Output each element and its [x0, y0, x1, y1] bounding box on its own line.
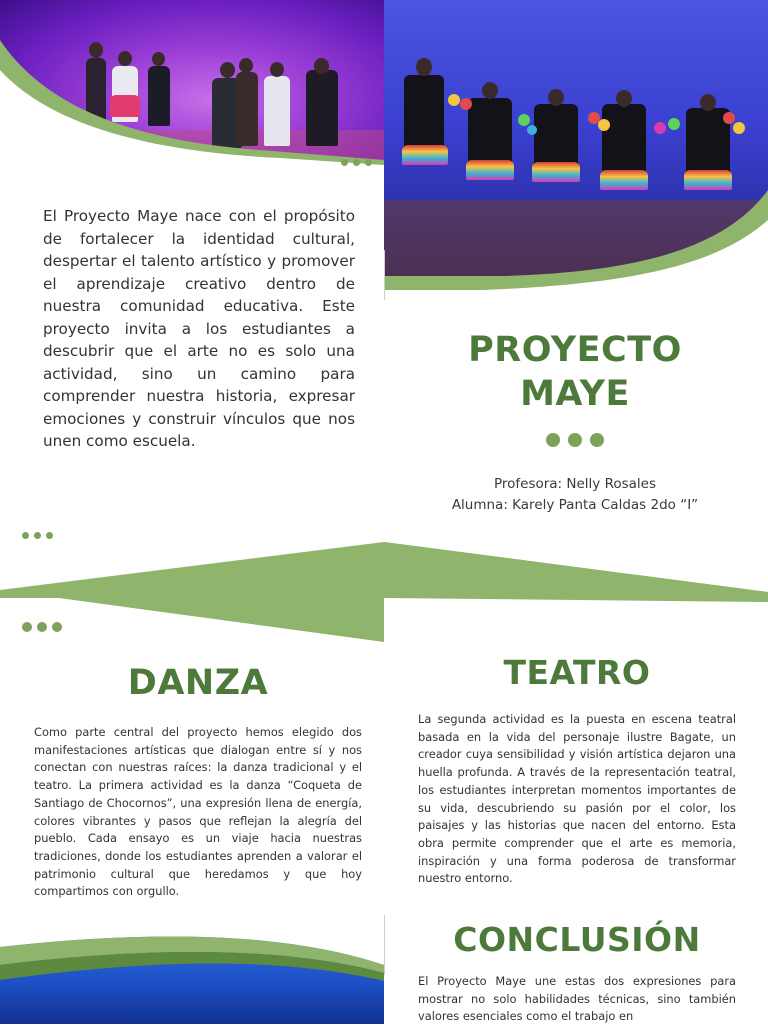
danza-paragraph: Como parte central del proyecto hemos elegido dos manifestaciones artísticas que dialogan entre sí y nos conectan con nuestras raíces: la danza tradicional y el teatro. La primera actividad es la danza “Coqueta de Santiago de Chocornos”, una expresión llena de energía, colores vibrantes y pasos que reflejan la alegría del pueblo. Cada ensayo es un viaje hacia nuestras tradiciones, donde los estudiantes aprenden a valorar el patrimonio cultural que heredamos y que hoy compartimos con orgullo. [34, 725, 362, 899]
page-title [420, 328, 730, 416]
photo-theatre-scene [0, 0, 384, 165]
teacher-name: Profesora: Nelly Rosales [493, 476, 657, 492]
conclusion-heading: CONCLUSIÓN [453, 920, 701, 959]
title-line-1: PROYECTO [468, 330, 682, 370]
column-divider [384, 250, 385, 300]
title-dots [546, 433, 604, 447]
decorative-dots [22, 532, 53, 539]
student-name: Alumna: Karely Panta Caldas 2do “I” [451, 497, 699, 513]
danza-heading: DANZA [127, 663, 269, 703]
photo-dancers [384, 0, 768, 290]
credits [420, 474, 730, 516]
decorative-dots [341, 159, 372, 166]
intro-paragraph: El Proyecto Maye nace con el propósito de fortalecer la identidad cultural, despertar el talento artístico y promover el aprendizaje creativo dentro de nuestra comunidad educativa. Este proyecto invita a los estudiantes a descubrir que el arte no es solo una actividad, sino un camino para comprender nuestra historia, expresar emociones y construir vínculos que nos unen como escuela. [43, 207, 355, 450]
photo-bottom [0, 925, 384, 1024]
conclusion-paragraph: El Proyecto Maye une estas dos expresiones para mostrar no solo habilidades técnicas, sino también valores esenciales como el trabajo en [418, 974, 736, 1024]
column-divider [384, 915, 385, 975]
teatro-paragraph: La segunda actividad es la puesta en escena teatral basada en la vida del personaje ilustre Bagate, un creador cuya sensibilidad y visión artística dejaron una huella profunda. A través de la representación teatral, los estudiantes interpretan momentos importantes de su vida, descubriendo su pasión por el color, los paisajes y las historias que nacen del entorno. Esta obra permite comprender que el arte es memoria, inspiración y una forma poderosa de transformar nuestro entorno. [418, 712, 736, 886]
green-arrow-band [0, 540, 768, 645]
decorative-dots [22, 622, 62, 632]
teatro-heading: TEATRO [503, 653, 651, 692]
title-line-2: MAYE [520, 374, 630, 414]
